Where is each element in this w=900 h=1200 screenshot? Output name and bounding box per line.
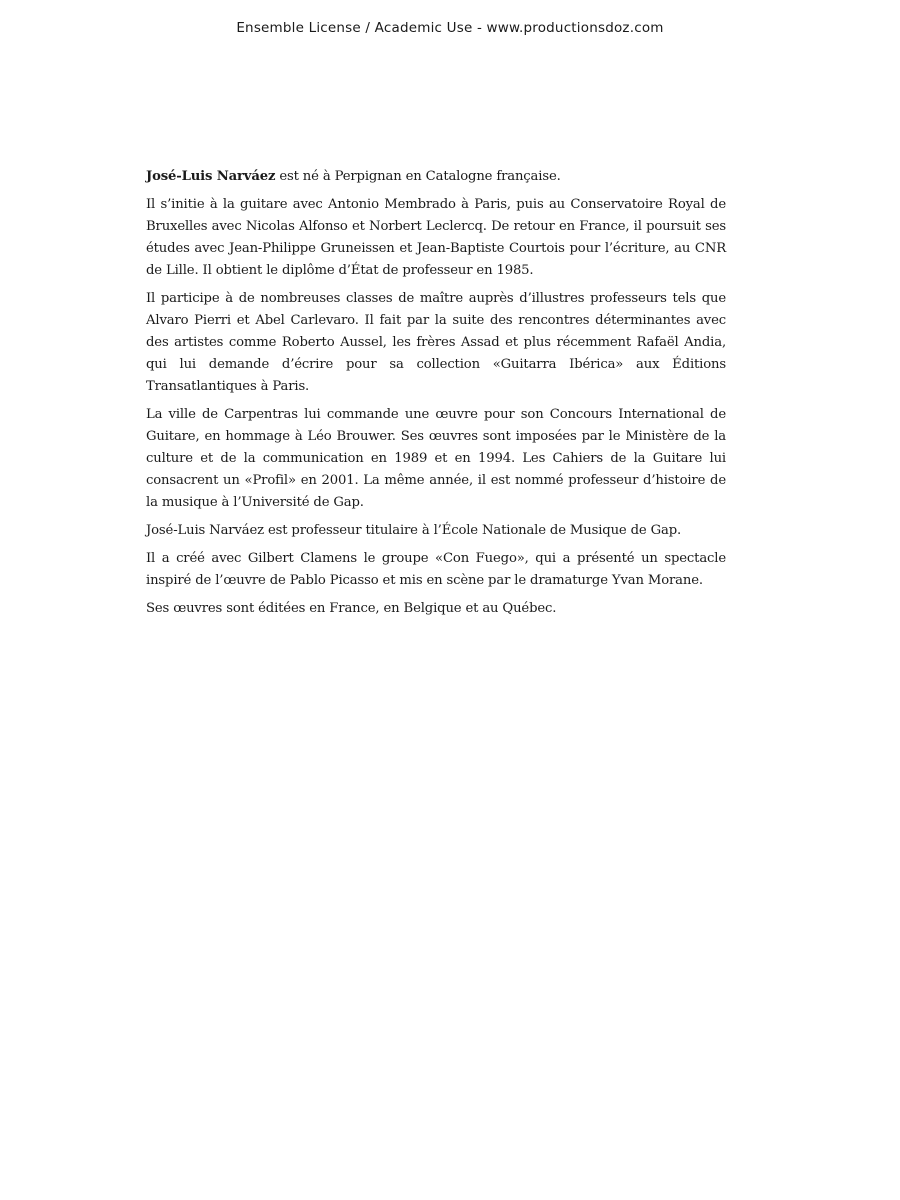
bio-intro-text: est né à Perpignan en Catalogne française.: [275, 169, 561, 184]
bio-paragraph-con-fuego: Il a créé avec Gilbert Clamens le groupe «Con Fuego», qui a présenté un spectacle inspiré de l’œuvre de Pablo Picasso et mis en scène par le dramaturge Yvan Morane.: [146, 551, 726, 588]
bio-paragraph-commissions: La ville de Carpentras lui commande une œuvre pour son Concours International de Guitare, en hommage à Léo Brouwer. Ses œuvres sont imposées par le Ministère de la culture et de la communication en 1989 et en 1994. Les Cahiers de la Guitare lui consacrent un «Profil» en 2001. La même année, il est nommé professeur d’histoire de la musique à l’Université de Gap.: [146, 407, 726, 510]
biography-text: [146, 166, 726, 626]
composer-name: José-Luis Narváez: [146, 169, 276, 184]
bio-paragraph-publications: Ses œuvres sont éditées en France, en Belgique et au Québec.: [146, 601, 557, 616]
bio-intro-paragraph: [146, 166, 726, 188]
bio-paragraph-studies: Il s’initie à la guitare avec Antonio Membrado à Paris, puis au Conservatoire Royal de Bruxelles avec Nicolas Alfonso et Norbert Leclercq. De retour en France, il poursuit ses études avec Jean-Philippe Gruneissen et Jean-Baptiste Courtois pour l’écriture, au CNR de Lille. Il obtient le diplôme d’État de professeur en 1985.: [146, 197, 726, 278]
bio-paragraph-masterclasses: Il participe à de nombreuses classes de maître auprès d’illustres professeurs tels que Alvaro Pierri et Abel Carlevaro. Il fait par la suite des rencontres déterminantes avec des artistes comme Roberto Aussel, les frères Assad et plus récemment Rafaël Andia, qui lui demande d’écrire pour sa collection «Guitarra Ibérica» aux Éditions Transatlantiques à Paris.: [146, 291, 726, 394]
license-header: Ensemble License / Academic Use - www.productionsdoz.com: [236, 20, 664, 36]
bio-paragraph-teaching: José-Luis Narváez est professeur titulaire à l’École Nationale de Musique de Gap.: [146, 523, 682, 538]
